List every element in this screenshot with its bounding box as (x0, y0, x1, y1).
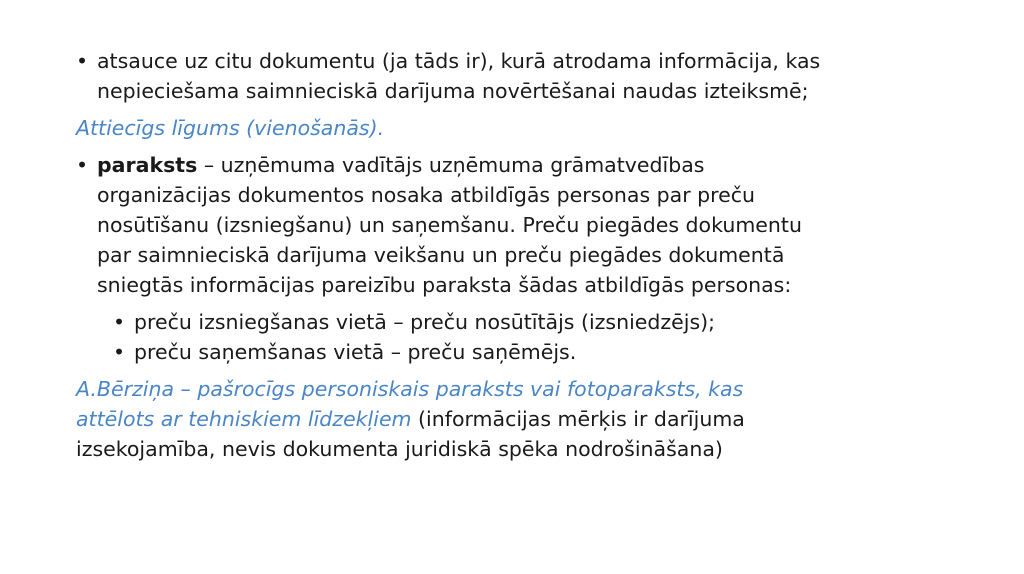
bullet-text-line (97, 150, 976, 180)
subbullet-text: preču izsniegšanas vietā – preču nosūtītājs (izsniedzējs); (134, 310, 716, 334)
note-mixed-line (76, 404, 976, 434)
bullet-text-rest: – uzņēmuma vadītājs uzņēmuma grāmatvedības (197, 153, 705, 177)
bullet-icon: • (113, 340, 126, 364)
bullet-text-line: sniegtās informācijas pareizību paraksta šādas atbildīgās personas: (97, 273, 792, 297)
bullet-text-line: organizācijas dokumentos nosaka atbildīgās personas par preču (97, 183, 756, 207)
note-italic-line: A.Bērziņa – pašrocīgs personiskais paraksts vai fotoparaksts, kas (76, 377, 744, 401)
slide-content (76, 46, 976, 464)
subbullet-item (76, 307, 976, 337)
bold-term: paraksts (97, 153, 198, 177)
bullet-item-signature (76, 150, 976, 300)
bullet-text-line: atsauce uz citu dokumentu (ja tāds ir), kurā atrodama informācija, kas (97, 49, 821, 73)
note-plain-line: izsekojamība, nevis dokumenta juridiskā spēka nodrošināšana) (76, 437, 723, 461)
bullet-text-line: nepieciešama saimnieciskā darījuma novērtēšanai naudas izteiksmē; (97, 79, 809, 103)
bullet-icon: • (113, 310, 126, 334)
note-signature-definition (76, 374, 976, 464)
bullet-text-line: par saimnieciskā darījuma veikšanu un preču piegādes dokumentā (97, 243, 785, 267)
bullet-text-line: nosūtīšanu (izsniegšanu) un saņemšanu. Preču piegādes dokumentu (97, 213, 802, 237)
note-agreement: Attiecīgs līgums (vienošanās). (76, 116, 385, 140)
note-plain-text: (informācijas mērķis ir darījuma (411, 407, 745, 431)
bullet-item-reference (76, 46, 976, 106)
bullet-icon: • (76, 153, 89, 177)
subbullet-text: preču saņemšanas vietā – preču saņēmējs. (134, 340, 577, 364)
subbullet-item (76, 337, 976, 367)
note-italic-line: attēlots ar tehniskiem līdzekļiem (76, 407, 412, 431)
bullet-icon: • (76, 49, 89, 73)
